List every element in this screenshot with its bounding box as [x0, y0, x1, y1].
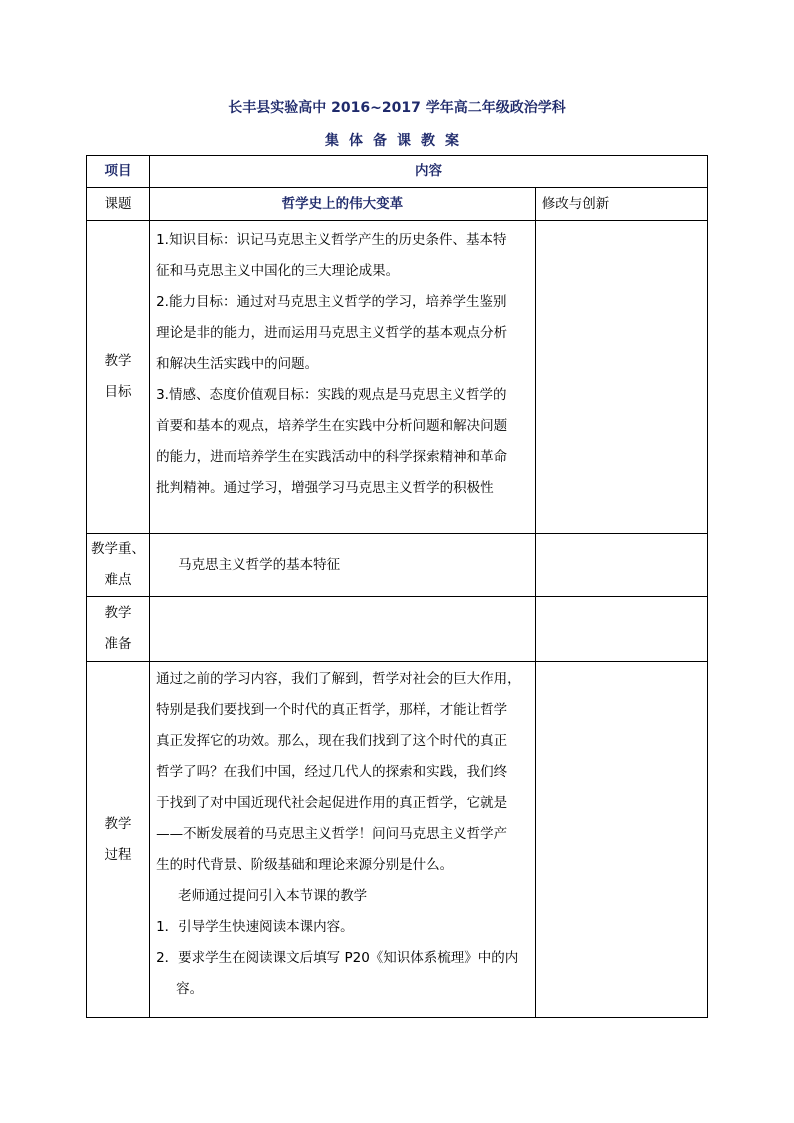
process-revision-cell	[535, 662, 707, 1018]
prep-revision-cell	[535, 597, 707, 662]
topic-label: 课题	[87, 188, 150, 221]
goals-row	[87, 221, 708, 534]
goals-label: 教学 目标	[87, 221, 150, 534]
key-points-revision-cell	[535, 534, 707, 597]
document-title: 长丰县实验高中 2016~2017 学年高二年级政治学科	[228, 100, 566, 116]
goals-revision-cell	[535, 221, 707, 534]
header-content: 内容	[150, 156, 708, 188]
process-label: 教学 过程	[87, 662, 150, 1018]
header-row	[87, 156, 708, 188]
lesson-plan-table	[86, 155, 708, 1018]
key-points-row	[87, 534, 708, 597]
key-points-label: 教学重、 难点	[87, 534, 150, 597]
revision-note-header: 修改与创新	[535, 188, 707, 221]
key-points-content: 马克思主义哲学的基本特征	[150, 534, 536, 597]
topic-value: 哲学史上的伟大变革	[150, 188, 536, 221]
topic-row	[87, 188, 708, 221]
prep-label: 教学 准备	[87, 597, 150, 662]
goals-content: 1.知识目标：识记马克思主义哲学产生的历史条件、基本特 征和马克思主义中国化的三大理论成果。 2.能力目标：通过对马克思主义哲学的学习，培养学生鉴别 理论是非的能力，进而运用马克思主义哲学的基本观点分析 和解决生活实践中的问题。 3.情感、态度价值观目标：实践的观点是马克思主义哲学的 首要和基本的观点，培养学生在实践中分析问题和解决问题 的能力，进而培养学生在实践活动中的科学探索精神和革命 批判精神。通过学习，增强学习马克思主义哲学的积极性	[150, 221, 536, 534]
document-subtitle: 集体备课教案	[325, 133, 469, 149]
prep-content	[150, 597, 536, 662]
process-row	[87, 662, 708, 1018]
header-item: 项目	[87, 156, 150, 188]
prep-row	[87, 597, 708, 662]
process-content: 通过之前的学习内容，我们了解到，哲学对社会的巨大作用， 特别是我们要找到一个时代的真正哲学，那样，才能让哲学 真正发挥它的功效。那么，现在我们找到了这个时代的真正 哲学了吗？在我们中国，经过几代人的探索和实践，我们终 于找到了对中国近现代社会起促进作用的真正哲学，它就是 ——不断发展着的马克思主义哲学！问问马克思主义哲学产 生的时代背景、阶级基础和理论来源分别是什么。 老师通过提问引入本节课的教学 1．引导学生快速阅读本课内容。 2．要求学生在阅读课文后填写 P20《知识体系梳理》中的内 容。	[150, 662, 536, 1018]
